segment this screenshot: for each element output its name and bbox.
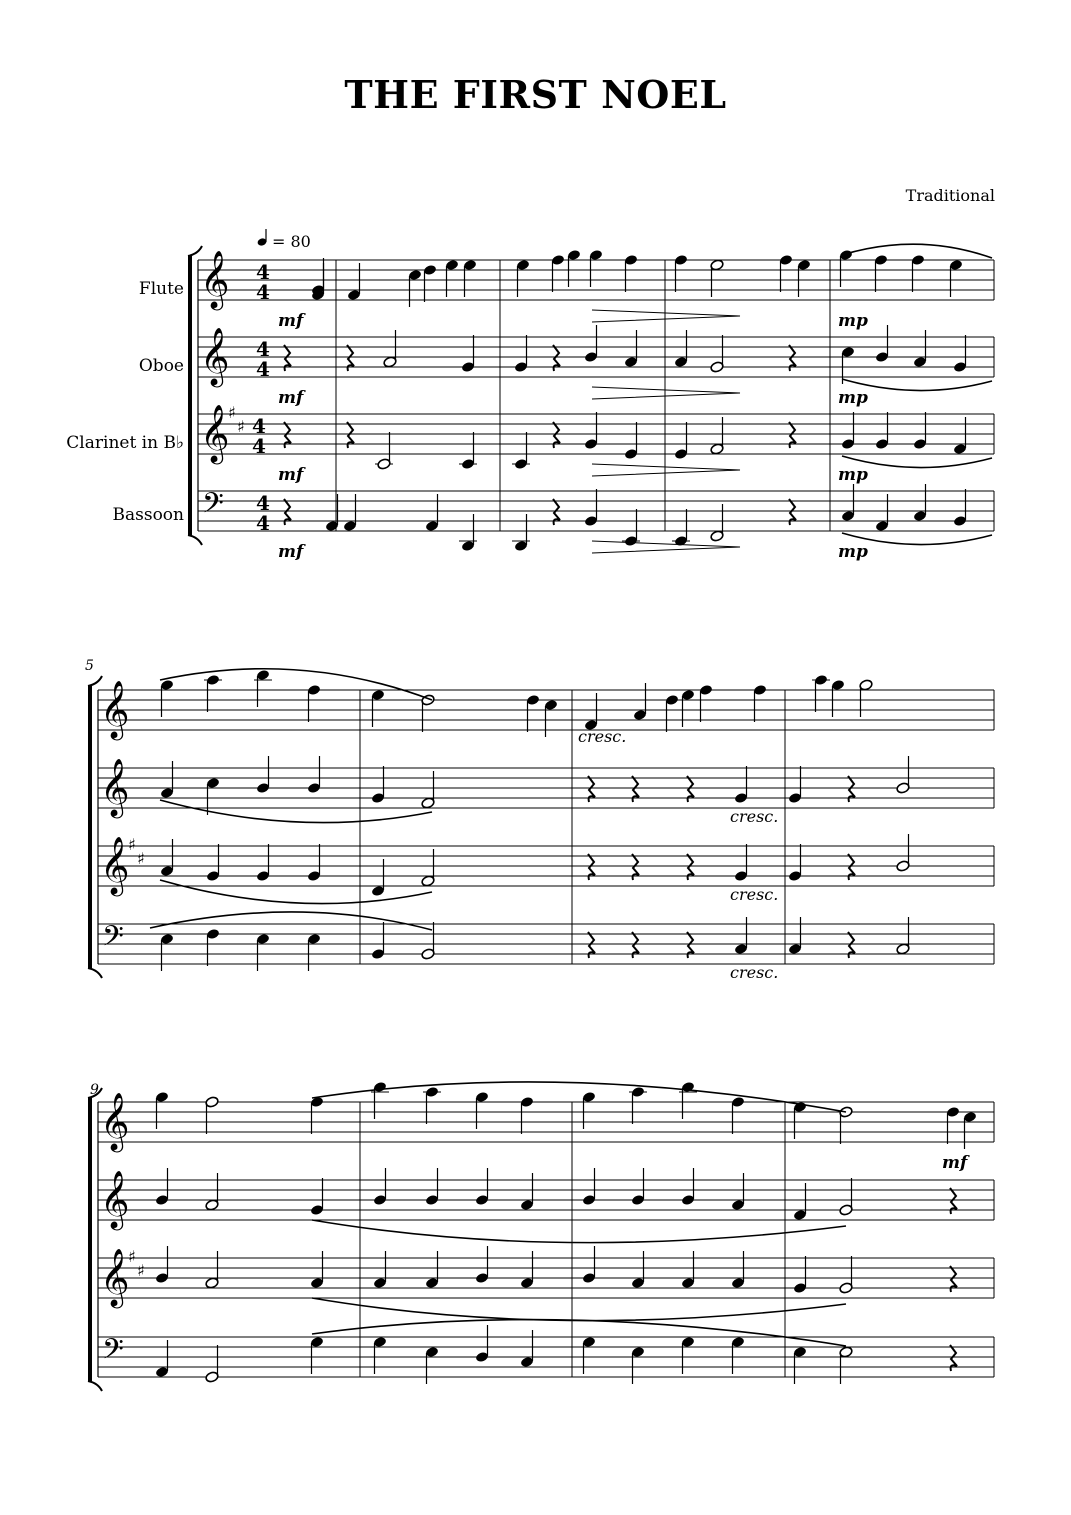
bracket-hook <box>88 1381 102 1391</box>
slur <box>160 880 432 904</box>
dynamic-mp: mp <box>838 388 868 408</box>
staff-4 <box>98 920 994 964</box>
sharp-icon: ♯ <box>228 403 236 422</box>
bracket-hook <box>88 968 102 978</box>
diminuendo-hairpin <box>592 541 740 553</box>
expression-cresc: cresc. <box>730 963 779 982</box>
voice-2 <box>155 1168 957 1221</box>
treble-clef-icon: 𝄞 <box>100 836 130 894</box>
sharp-icon: ♯ <box>128 835 136 854</box>
staff-2 <box>98 758 994 819</box>
instrument-label: Bassoon <box>112 505 184 525</box>
time-signature-top: 4 <box>252 414 266 438</box>
tempo-marking <box>257 229 311 251</box>
time-signature-bottom: 4 <box>256 357 270 381</box>
slur <box>150 912 432 930</box>
treble-clef-icon: 𝄞 <box>100 1170 130 1228</box>
staff-2 <box>98 1170 994 1231</box>
time-signature-top: 4 <box>256 491 270 515</box>
dynamic-mp: mp <box>838 542 868 562</box>
staff-3 <box>98 835 994 897</box>
slur <box>312 1220 846 1243</box>
slur <box>312 1320 846 1346</box>
treble-clef-icon: 𝄞 <box>200 404 230 462</box>
diminuendo-hairpin <box>592 387 740 399</box>
voice-3 <box>155 1246 957 1294</box>
sharp-icon: ♯ <box>237 417 245 436</box>
slur <box>312 1082 846 1112</box>
dynamic-mf: mf <box>942 1153 968 1173</box>
diminuendo-hairpin <box>592 464 740 476</box>
bass-clef-icon: 𝄢 <box>102 920 124 960</box>
dynamic-mp: mp <box>838 465 868 485</box>
time-signature-bottom: 4 <box>256 511 270 535</box>
instrument-label: Flute <box>138 279 184 299</box>
time-signature-bottom: 4 <box>252 434 266 458</box>
sharp-icon: ♯ <box>137 1261 145 1280</box>
treble-clef-icon: 𝄞 <box>200 327 230 385</box>
system-3 <box>88 1081 994 1391</box>
sharp-icon: ♯ <box>137 849 145 868</box>
system-2 <box>85 658 994 982</box>
instrument-label: Clarinet in B♭ <box>66 433 184 453</box>
dynamic-mp: mp <box>838 311 868 331</box>
diminuendo-hairpin <box>592 310 740 322</box>
measure-number: 5 <box>85 658 94 674</box>
voice-2 <box>160 756 910 815</box>
treble-clef-icon: 𝄞 <box>100 758 130 816</box>
bass-clef-icon: 𝄢 <box>102 1333 124 1373</box>
voice-2 <box>284 325 967 384</box>
sharp-icon: ♯ <box>128 1247 136 1266</box>
slur <box>160 669 432 700</box>
dynamic-mf: mf <box>278 388 304 408</box>
bracket-hook <box>188 535 202 545</box>
staff-3 <box>98 1247 994 1309</box>
voice-1 <box>311 249 963 307</box>
time-signature-top: 4 <box>256 260 270 284</box>
instrument-label: Oboe <box>138 356 184 376</box>
expression-cresc: cresc. <box>730 885 779 904</box>
voice-1 <box>155 1081 977 1149</box>
treble-clef-icon: 𝄞 <box>100 1248 130 1306</box>
expression-cresc: cresc. <box>730 807 779 826</box>
voice-1 <box>160 669 873 737</box>
slur <box>312 1298 846 1321</box>
staff-1 <box>98 1092 994 1153</box>
dynamic-mf: mf <box>278 542 304 562</box>
dynamic-mf: mf <box>278 311 304 331</box>
composer-credit: Traditional <box>905 186 995 205</box>
expression-cresc: cresc. <box>578 727 627 746</box>
voice-4 <box>155 1325 957 1384</box>
system-1 <box>66 244 994 562</box>
treble-clef-icon: 𝄞 <box>200 250 230 308</box>
staff-4 <box>98 1333 994 1377</box>
treble-clef-icon: 𝄞 <box>100 1092 130 1150</box>
measure-number: 9 <box>90 1082 99 1098</box>
time-signature-top: 4 <box>256 337 270 361</box>
bass-clef-icon: 𝄢 <box>202 487 224 527</box>
tempo-value: = 80 <box>272 232 311 251</box>
treble-clef-icon: 𝄞 <box>100 680 130 738</box>
slur <box>160 800 432 823</box>
page-title: THE FIRST NOEL <box>344 72 727 117</box>
time-signature-bottom: 4 <box>256 280 270 304</box>
dynamic-mf: mf <box>278 465 304 485</box>
